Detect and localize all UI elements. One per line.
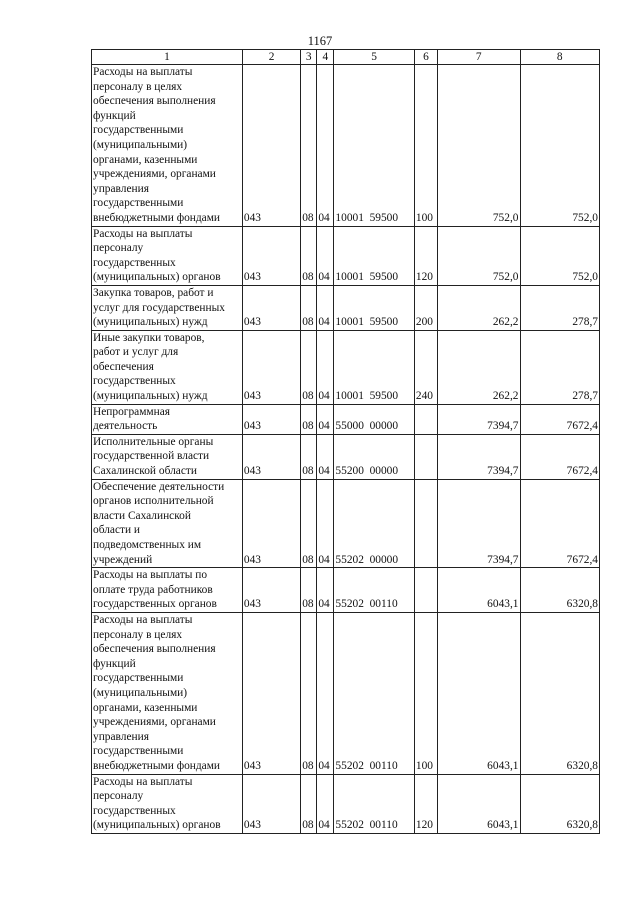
ministry-code: 043 bbox=[242, 65, 300, 227]
amount-year-2: 752,0 bbox=[520, 226, 600, 285]
ministry-code: 043 bbox=[242, 612, 300, 774]
target-article-code: 10001 59500 bbox=[334, 330, 414, 404]
expense-name: Иные закупки товаров, работ и услуг для обеспечения государственных (муниципальных) нужд bbox=[92, 330, 243, 404]
expense-name: Обеспечение деятельности органов исполнительной власти Сахалинской области и подведомственных им учреждений bbox=[92, 479, 243, 568]
amount-year-2: 278,7 bbox=[520, 285, 600, 330]
expense-type-code bbox=[414, 404, 437, 434]
ministry-code: 043 bbox=[242, 568, 300, 613]
subsection-code: 04 bbox=[317, 479, 334, 568]
amount-year-2: 7672,4 bbox=[520, 434, 600, 479]
section-code: 08 bbox=[301, 285, 317, 330]
expense-name: Расходы на выплаты персоналу государственных (муниципальных) органов bbox=[92, 774, 243, 833]
column-header: 7 bbox=[438, 50, 520, 65]
amount-year-1: 752,0 bbox=[438, 65, 520, 227]
expense-type-code: 120 bbox=[414, 226, 437, 285]
target-article-code: 55202 00000 bbox=[334, 479, 414, 568]
column-header: 3 bbox=[301, 50, 317, 65]
expense-name: Расходы на выплаты персоналу в целях обеспечения выполнения функций государственными (муниципальными) органами, казенными учреждениями, органами управления государственными внебюджетными фондами bbox=[92, 65, 243, 227]
amount-year-1: 6043,1 bbox=[438, 774, 520, 833]
table-row bbox=[92, 285, 600, 330]
subsection-code: 04 bbox=[317, 434, 334, 479]
section-code: 08 bbox=[301, 65, 317, 227]
target-article-code: 55000 00000 bbox=[334, 404, 414, 434]
expense-type-code: 100 bbox=[414, 65, 437, 227]
target-article-code: 10001 59500 bbox=[334, 285, 414, 330]
amount-year-2: 7672,4 bbox=[520, 404, 600, 434]
section-code: 08 bbox=[301, 568, 317, 613]
column-header: 8 bbox=[520, 50, 600, 65]
table-row bbox=[92, 65, 600, 227]
expense-type-code bbox=[414, 568, 437, 613]
section-code: 08 bbox=[301, 774, 317, 833]
section-code: 08 bbox=[301, 404, 317, 434]
expense-type-code: 200 bbox=[414, 285, 437, 330]
amount-year-2: 6320,8 bbox=[520, 568, 600, 613]
target-article-code: 55202 00110 bbox=[334, 568, 414, 613]
amount-year-1: 6043,1 bbox=[438, 612, 520, 774]
subsection-code: 04 bbox=[317, 226, 334, 285]
table-row bbox=[92, 404, 600, 434]
subsection-code: 04 bbox=[317, 65, 334, 227]
expense-name: Непрограммная деятельность bbox=[92, 404, 243, 434]
amount-year-1: 262,2 bbox=[438, 285, 520, 330]
expense-type-code: 120 bbox=[414, 774, 437, 833]
column-header: 4 bbox=[317, 50, 334, 65]
amount-year-2: 278,7 bbox=[520, 330, 600, 404]
expense-name: Закупка товаров, работ и услуг для государственных (муниципальных) нужд bbox=[92, 285, 243, 330]
ministry-code: 043 bbox=[242, 479, 300, 568]
table-row bbox=[92, 612, 600, 774]
target-article-code: 55200 00000 bbox=[334, 434, 414, 479]
expense-name: Расходы на выплаты персоналу в целях обеспечения выполнения функций государственными (муниципальными) органами, казенными учреждениями, органами управления государственными внебюджетными фондами bbox=[92, 612, 243, 774]
table-row bbox=[92, 479, 600, 568]
subsection-code: 04 bbox=[317, 774, 334, 833]
subsection-code: 04 bbox=[317, 404, 334, 434]
ministry-code: 043 bbox=[242, 226, 300, 285]
section-code: 08 bbox=[301, 434, 317, 479]
expense-name: Исполнительные органы государственной власти Сахалинской области bbox=[92, 434, 243, 479]
table-row bbox=[92, 330, 600, 404]
amount-year-1: 7394,7 bbox=[438, 479, 520, 568]
ministry-code: 043 bbox=[242, 330, 300, 404]
section-code: 08 bbox=[301, 330, 317, 404]
table-row bbox=[92, 568, 600, 613]
target-article-code: 10001 59500 bbox=[334, 226, 414, 285]
expense-type-code bbox=[414, 479, 437, 568]
budget-table bbox=[91, 49, 600, 834]
subsection-code: 04 bbox=[317, 568, 334, 613]
table-row bbox=[92, 226, 600, 285]
page-number: 1167 bbox=[307, 34, 333, 48]
expense-type-code bbox=[414, 434, 437, 479]
ministry-code: 043 bbox=[242, 285, 300, 330]
subsection-code: 04 bbox=[317, 285, 334, 330]
subsection-code: 04 bbox=[317, 612, 334, 774]
table-row bbox=[92, 434, 600, 479]
expense-name: Расходы на выплаты по оплате труда работников государственных органов bbox=[92, 568, 243, 613]
amount-year-2: 6320,8 bbox=[520, 774, 600, 833]
expense-type-code: 100 bbox=[414, 612, 437, 774]
amount-year-1: 6043,1 bbox=[438, 568, 520, 613]
amount-year-1: 752,0 bbox=[438, 226, 520, 285]
amount-year-1: 7394,7 bbox=[438, 404, 520, 434]
amount-year-2: 752,0 bbox=[520, 65, 600, 227]
target-article-code: 55202 00110 bbox=[334, 774, 414, 833]
amount-year-1: 262,2 bbox=[438, 330, 520, 404]
expense-name: Расходы на выплаты персоналу государственных (муниципальных) органов bbox=[92, 226, 243, 285]
amount-year-2: 7672,4 bbox=[520, 479, 600, 568]
amount-year-2: 6320,8 bbox=[520, 612, 600, 774]
target-article-code: 10001 59500 bbox=[334, 65, 414, 227]
ministry-code: 043 bbox=[242, 404, 300, 434]
expense-type-code: 240 bbox=[414, 330, 437, 404]
column-header: 2 bbox=[242, 50, 300, 65]
subsection-code: 04 bbox=[317, 330, 334, 404]
column-header: 5 bbox=[334, 50, 414, 65]
table-row bbox=[92, 774, 600, 833]
ministry-code: 043 bbox=[242, 774, 300, 833]
section-code: 08 bbox=[301, 226, 317, 285]
ministry-code: 043 bbox=[242, 434, 300, 479]
amount-year-1: 7394,7 bbox=[438, 434, 520, 479]
column-header: 1 bbox=[92, 50, 243, 65]
column-header: 6 bbox=[414, 50, 437, 65]
section-code: 08 bbox=[301, 479, 317, 568]
section-code: 08 bbox=[301, 612, 317, 774]
header-row bbox=[92, 50, 600, 65]
target-article-code: 55202 00110 bbox=[334, 612, 414, 774]
